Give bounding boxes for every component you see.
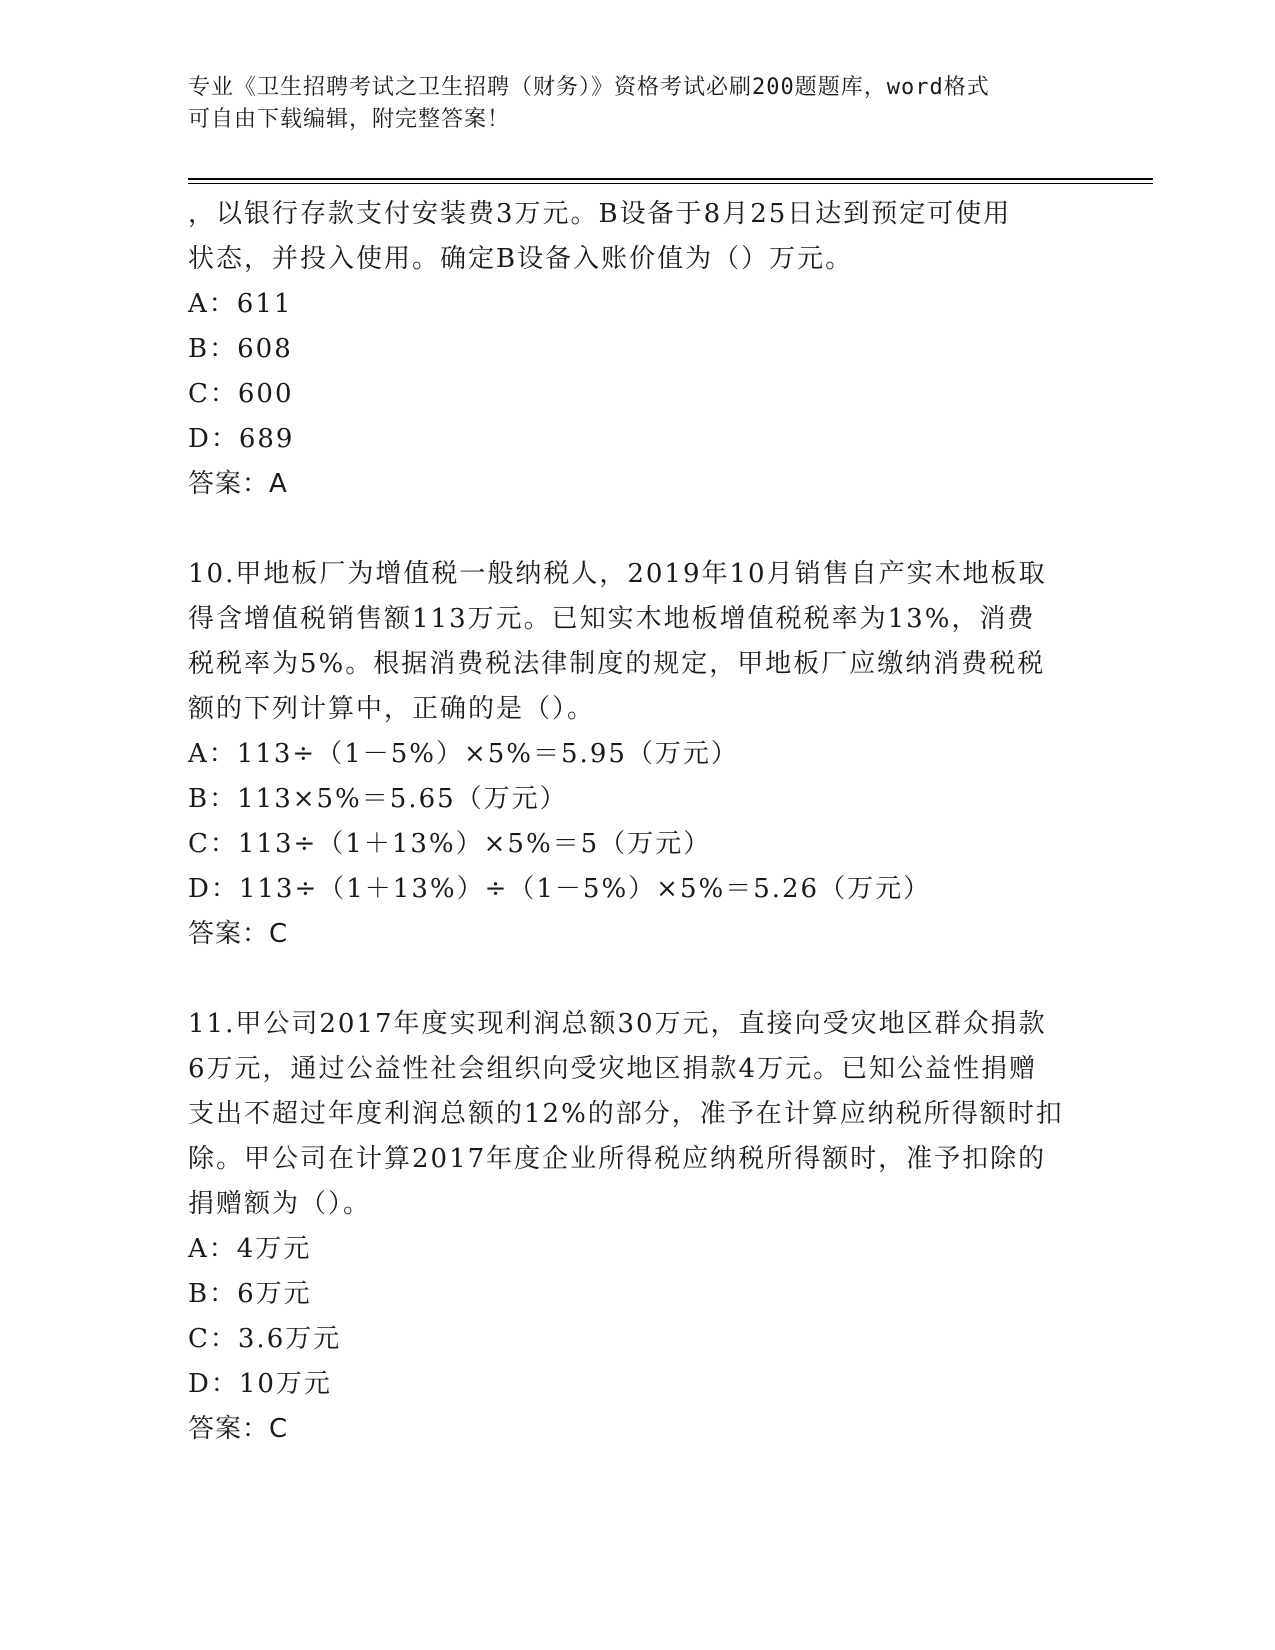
answer-line: 答案：A xyxy=(188,469,288,499)
question-block xyxy=(188,552,1088,957)
question-text-line: ，以银行存款支付安装费3万元。B设备于8月25日达到预定可使用 xyxy=(188,199,1012,229)
option-c: C：600 xyxy=(188,379,294,409)
question-text-line: 额的下列计算中，正确的是（）。 xyxy=(188,694,596,724)
question-text-line: 捐赠额为（）。 xyxy=(188,1189,372,1219)
question-text-line: 11.甲公司2017年度实现利润总额30万元，直接向受灾地区群众捐款 xyxy=(188,1009,1047,1039)
option-d: D：113÷（1＋13%）÷（1－5%）×5%＝5.26（万元） xyxy=(188,874,932,904)
answer-line: 答案：C xyxy=(188,1414,289,1444)
option-a: A：113÷（1－5%）×5%＝5.95（万元） xyxy=(188,739,739,769)
question-text-line: 10.甲地板厂为增值税一般纳税人，2019年10月销售自产实木地板取 xyxy=(188,559,1047,589)
question-text-line: 状态，并投入使用。确定B设备入账价值为（）万元。 xyxy=(188,244,854,274)
answer-line: 答案：C xyxy=(188,919,289,949)
option-b: B：6万元 xyxy=(188,1279,312,1309)
header-line-1: 专业《卫生招聘考试之卫生招聘（财务）》资格考试必刷200题题库，word格式 xyxy=(188,75,990,100)
question-text-line: 支出不超过年度利润总额的12%的部分，准予在计算应纳税所得额时扣 xyxy=(188,1099,1064,1129)
option-c: C：113÷（1＋13%）×5%＝5（万元） xyxy=(188,829,712,859)
spacer xyxy=(188,957,1088,1002)
header-line-2: 可自由下载编辑，附完整答案！ xyxy=(188,107,511,132)
header-divider-thin xyxy=(188,183,1153,184)
option-d: D：689 xyxy=(188,424,295,454)
header-divider-thick xyxy=(188,178,1153,180)
question-list xyxy=(188,192,1088,1452)
option-d: D：10万元 xyxy=(188,1369,332,1399)
question-block xyxy=(188,1002,1088,1452)
question-text-line: 得含增值税销售额113万元。已知实木地板增值税税率为13%，消费 xyxy=(188,604,1036,634)
option-a: A：611 xyxy=(188,289,293,319)
document-header xyxy=(188,72,1068,136)
option-c: C：3.6万元 xyxy=(188,1324,342,1354)
question-block xyxy=(188,192,1088,507)
spacer xyxy=(188,507,1088,552)
question-text-line: 除。甲公司在计算2017年度企业所得税应纳税所得额时，准予扣除的 xyxy=(188,1144,1047,1174)
option-b: B：608 xyxy=(188,334,293,364)
option-b: B：113×5%＝5.65（万元） xyxy=(188,784,568,814)
question-text-line: 税税率为5%。根据消费税法律制度的规定，甲地板厂应缴纳消费税税 xyxy=(188,649,1046,679)
option-a: A：4万元 xyxy=(188,1234,312,1264)
question-text-line: 6万元，通过公益性社会组织向受灾地区捐款4万元。已知公益性捐赠 xyxy=(188,1054,1038,1084)
